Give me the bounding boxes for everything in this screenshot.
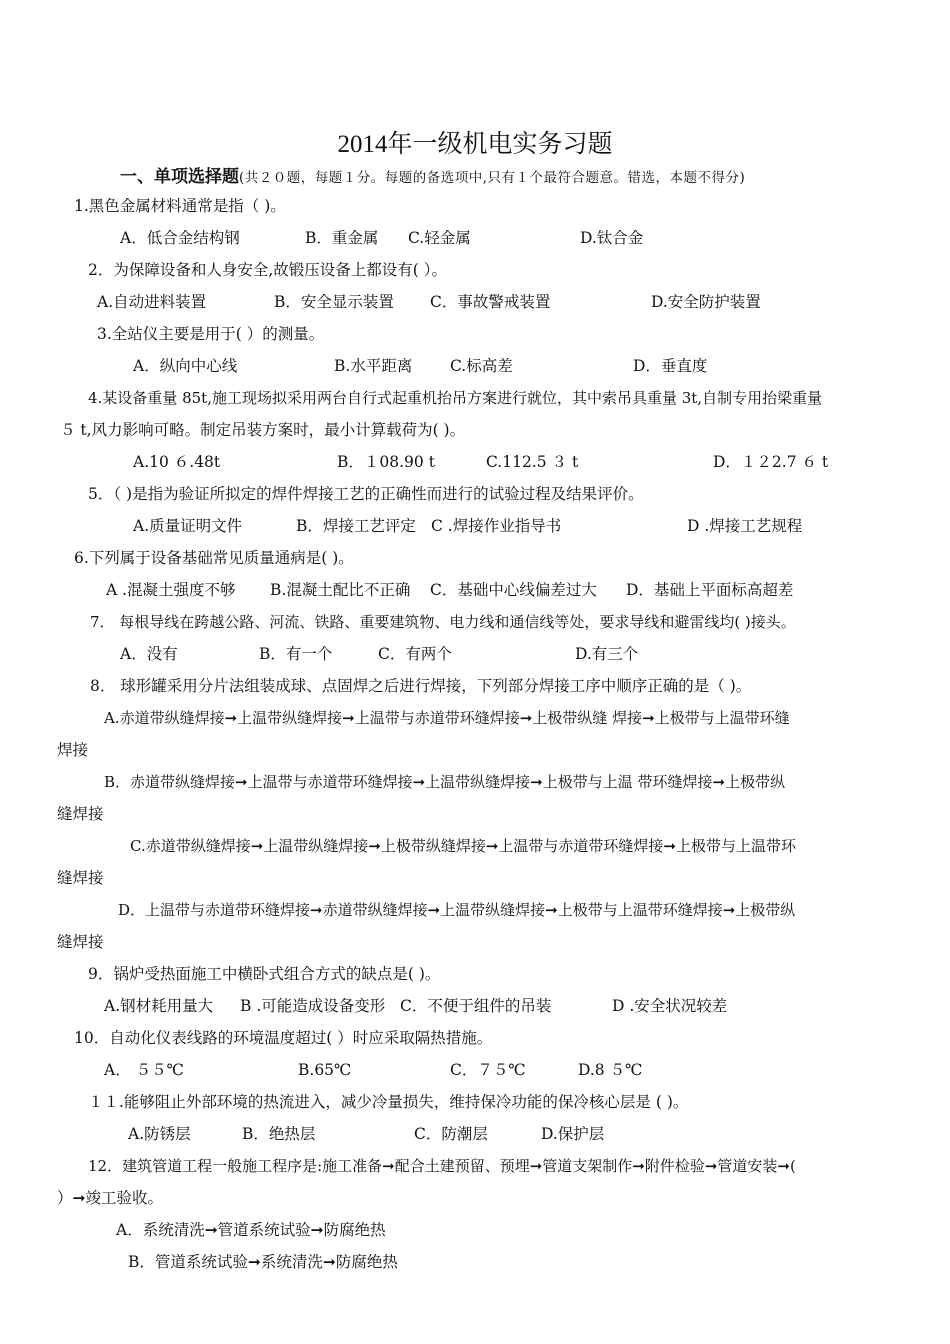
question-1-option-b: B．重金属 bbox=[305, 229, 379, 247]
question-7-option-b: B．有一个 bbox=[259, 645, 333, 663]
question-10-option-b: B.65℃ bbox=[298, 1061, 352, 1079]
question-8-option-b-line-1: B．赤道带纵缝焊接➞上温带与赤道带环缝焊接➞上温带纵缝焊接➞上极带与上温 带环缝焊接➞上极带纵 bbox=[104, 773, 786, 791]
question-12-stem-line-1: 12．建筑管道工程一般施工程序是:施工准备➞配合土建预留、预埋➞管道支架制作➞附件检验➞管道安装➞( bbox=[88, 1157, 796, 1175]
question-6-option-b: B.混凝土配比不正确 bbox=[270, 581, 411, 599]
question-12-option-b: B．管道系统试验➞系统清洗➞防腐绝热 bbox=[128, 1253, 398, 1271]
question-4-stem-line-1: 4.某设备重量 85t,施工现场拟采用两台自行式起重机抬吊方案进行就位，其中索吊具重量 3t,自制专用抬梁重量 bbox=[88, 389, 823, 407]
question-3-option-c: C.标高差 bbox=[450, 357, 513, 375]
section-heading bbox=[120, 162, 745, 187]
question-9-stem: 9．锅炉受热面施工中横卧式组合方式的缺点是( )。 bbox=[88, 965, 441, 983]
question-1-option-d: D.钛合金 bbox=[580, 229, 644, 247]
section-title: 一、单项选择题 bbox=[120, 167, 239, 187]
question-8-option-b-line-2: 缝焊接 bbox=[57, 805, 104, 823]
question-1-stem: 1.黑色金属材料通常是指（ )。 bbox=[74, 197, 286, 215]
question-8-option-a-line-1: A.赤道带纵缝焊接➞上温带纵缝焊接➞上温带与赤道带环缝焊接➞上极带纵缝 焊接➞上极带与上温带环缝 bbox=[104, 709, 790, 727]
question-2-option-b: B．安全显示装置 bbox=[274, 293, 394, 311]
question-4-stem-line-2: ５ t,风力影响可略。制定吊装方案时，最小计算载荷为( )。 bbox=[60, 421, 466, 439]
question-5-stem: 5．（ )是指为验证所拟定的焊件焊接工艺的正确性而进行的试验过程及结果评价。 bbox=[88, 485, 644, 503]
question-4-option-d: D．１２2.7 ６ t bbox=[713, 453, 829, 471]
question-3-option-b: B.水平距离 bbox=[334, 357, 413, 375]
question-7-option-c: C．有两个 bbox=[378, 645, 452, 663]
question-10-option-d: D.8 ５℃ bbox=[578, 1061, 643, 1079]
question-6-stem: 6.下列属于设备基础常见质量通病是( )。 bbox=[74, 549, 354, 567]
question-1-option-c: C.轻金属 bbox=[408, 229, 471, 247]
question-3-option-a: A．纵向中心线 bbox=[133, 357, 238, 375]
question-3-stem: 3.全站仪主要是用于( ）的测量。 bbox=[97, 325, 325, 343]
question-2-option-a: A.自动进料装置 bbox=[97, 293, 207, 311]
question-11-stem: １１.能够阻止外部环境的热流进入，减少冷量损失，维持保冷功能的保冷核心层是 ( )。 bbox=[88, 1093, 689, 1111]
question-12-stem-line-2: ）➞竣工验收。 bbox=[57, 1189, 163, 1207]
question-5-option-b: B．焊接工艺评定 bbox=[296, 517, 416, 535]
question-5-option-d: D .焊接工艺规程 bbox=[687, 517, 803, 535]
question-6-option-d: D．基础上平面标高超差 bbox=[626, 581, 794, 599]
question-10-option-a: A． ５５℃ bbox=[104, 1061, 184, 1079]
question-6-option-a: A .混凝土强度不够 bbox=[106, 581, 236, 599]
question-7-option-d: D.有三个 bbox=[575, 645, 639, 663]
question-11-option-a: A.防锈层 bbox=[128, 1125, 191, 1143]
question-9-option-a: A.钢材耗用量大 bbox=[104, 997, 214, 1015]
question-5-option-a: A.质量证明文件 bbox=[133, 517, 243, 535]
question-8-option-c-line-2: 缝焊接 bbox=[57, 869, 104, 887]
question-2-option-c: C．事故警戒装置 bbox=[430, 293, 551, 311]
question-8-option-d-line-2: 缝焊接 bbox=[57, 933, 104, 951]
question-12-option-a: A．系统清洗➞管道系统试验➞防腐绝热 bbox=[116, 1221, 386, 1239]
question-8-option-a-line-2: 焊接 bbox=[57, 741, 89, 759]
question-4-option-a: A.10 ６.48t bbox=[133, 453, 221, 471]
question-11-option-c: C．防潮层 bbox=[414, 1125, 488, 1143]
section-instructions: (共２０题，每题１分。每题的备选项中,只有１个最符合题意。错选，本题不得分) bbox=[239, 170, 746, 186]
question-5-option-c: C .焊接作业指导书 bbox=[431, 517, 562, 535]
question-2-stem: 2．为保障设备和人身安全,故锻压设备上都设有( ）。 bbox=[88, 261, 448, 279]
question-8-option-d-line-1: D．上温带与赤道带环缝焊接➞赤道带纵缝焊接➞上温带纵缝焊接➞上极带与上温带环缝焊接➞上极带纵 bbox=[118, 901, 796, 919]
question-4-option-b: B．１08.90 t bbox=[337, 453, 435, 471]
question-8-stem: 8． 球形罐采用分片法组装成球、点固焊之后进行焊接，下列部分焊接工序中顺序正确的是（ )。 bbox=[90, 677, 752, 695]
question-9-option-b: B .可能造成设备变形 bbox=[240, 997, 386, 1015]
question-2-option-d: D.安全防护装置 bbox=[651, 293, 761, 311]
question-7-stem: 7． 每根导线在跨越公路、河流、铁路、重要建筑物、电力线和通信线等处，要求导线和避雷线均( )接头。 bbox=[90, 613, 796, 631]
page-title: 2014年一级机电实务习题 bbox=[337, 131, 613, 158]
question-10-option-c: C．７５℃ bbox=[450, 1061, 526, 1079]
question-10-stem: 10．自动化仪表线路的环境温度超过( ）时应采取隔热措施。 bbox=[74, 1029, 493, 1047]
question-9-option-d: D .安全状况较差 bbox=[612, 997, 728, 1015]
question-4-option-c: C.112.5 ３ t bbox=[486, 453, 579, 471]
question-11-option-d: D.保护层 bbox=[541, 1125, 605, 1143]
question-11-option-b: B．绝热层 bbox=[242, 1125, 316, 1143]
question-9-option-c: C．不便于组件的吊装 bbox=[400, 997, 552, 1015]
question-6-option-c: C．基础中心线偏差过大 bbox=[430, 581, 597, 599]
question-3-option-d: D．垂直度 bbox=[633, 357, 708, 375]
question-1-option-a: A．低合金结构钢 bbox=[120, 229, 240, 247]
question-8-option-c-line-1: C.赤道带纵缝焊接➞上温带纵缝焊接➞上极带纵缝焊接➞上温带与赤道带环缝焊接➞上极带与上温带环 bbox=[130, 837, 796, 855]
question-7-option-a: A．没有 bbox=[120, 645, 178, 663]
